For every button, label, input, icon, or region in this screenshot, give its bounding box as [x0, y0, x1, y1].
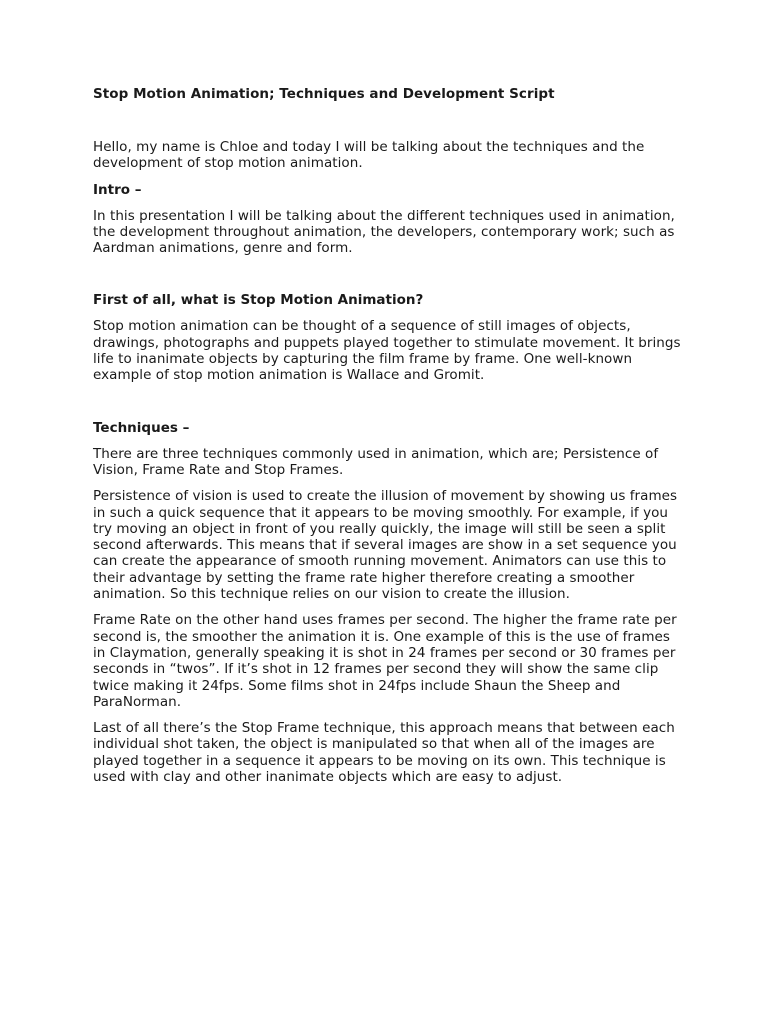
document-body — [93, 86, 683, 785]
intro-greeting-paragraph: Hello, my name is Chloe and today I will be talking about the techniques and the development of stop motion animation. — [93, 139, 645, 172]
what-is-heading: First of all, what is Stop Motion Animation? — [93, 292, 424, 309]
what-is-paragraph: Stop motion animation can be thought of a sequence of still images of objects, drawings, photographs and puppets played together to stimulate movement. It brings life to inanimate objects by capturing the film frame by frame. One well-known example of stop motion animation is Wallace and Gromit. — [93, 318, 681, 384]
document-title: Stop Motion Animation; Techniques and Development Script — [93, 86, 555, 102]
techniques-intro-paragraph: There are three techniques commonly used in animation, which are; Persistence of Vision, Frame Rate and Stop Frames. — [93, 445, 659, 478]
techniques-heading: Techniques – — [93, 419, 190, 436]
intro-heading: Intro – — [93, 181, 142, 198]
frame-rate-paragraph: Frame Rate on the other hand uses frames per second. The higher the frame rate per second is, the smoother the animation it is. One example of this is the use of frames in Claymation, generally speaking it is shot in 24 frames per second or 30 frames per seconds in “twos”. If it’s shot in 12 frames per second they will show the same clip twice making it 24fps. Some films shot in 24fps include Shaun the Sheep and ParaNorman. — [93, 612, 677, 710]
persistence-paragraph: Persistence of vision is used to create the illusion of movement by showing us frames in such a quick sequence that it appears to be moving smoothly. For example, if you try moving an object in front of you really quickly, the image will still be seen a split second afterwards. This means that if several images are show in a set sequence you can create the appearance of smooth running movement. Animators can use this to their advantage by setting the frame rate higher therefore creating a smoother animation. So this technique relies on our vision to create the illusion. — [93, 488, 678, 603]
stop-frame-paragraph: Last of all there’s the Stop Frame technique, this approach means that between each individual shot taken, the object is manipulated so that when all of the images are played together in a sequence it appears to be moving on its own. This technique is used with clay and other inanimate objects which are easy to adjust. — [93, 720, 675, 786]
intro-paragraph: In this presentation I will be talking about the different techniques used in animation, the development throughout animation, the developers, contemporary work; such as Aardman animations, genre and form. — [93, 207, 675, 257]
